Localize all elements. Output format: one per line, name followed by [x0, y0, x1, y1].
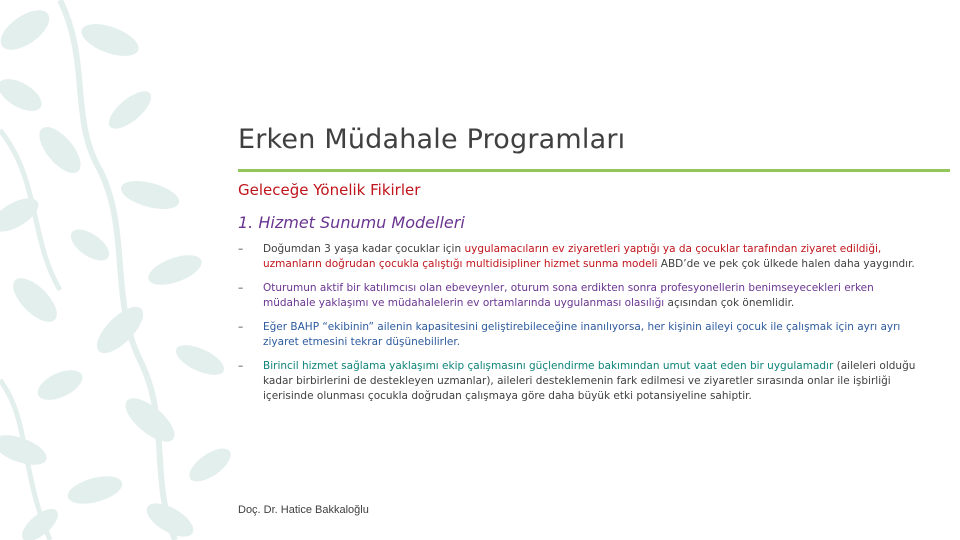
bullet-highlight: Oturumun aktif bir katılımcısı olan ebeveynler, oturum sona erdikten sonra profesyonellerin benimseyecekleri erken müdahale yaklaşımı ve müdahalelerin ev ortamlarında uygulanması olasılığı: [263, 282, 874, 309]
bullet-text: açısından çok önemlidir.: [664, 297, 795, 309]
bullet-text: ABD’de ve pek çok ülkede halen daha yaygındır.: [657, 258, 915, 270]
bullet-item: [238, 359, 918, 404]
bullet-marker: –: [238, 282, 244, 294]
bullet-item: [238, 242, 918, 272]
bullet-marker: –: [238, 243, 244, 255]
bullet-highlight: Eğer BAHP “ekibinin” ailenin kapasitesini geliştirebileceğine inanılıyorsa, her kişinin aileyi çocuk ile çalışmak için ayrı ayrı ziyaret etmesini tekrar düşünebilirler.: [263, 321, 901, 348]
slide-title: Erken Müdahale Programları: [238, 124, 626, 155]
bullet-item: [238, 320, 918, 350]
title-divider: [238, 169, 950, 172]
slide-footer-author: Doç. Dr. Hatice Bakkaloğlu: [238, 504, 369, 516]
bullet-highlight: Birincil hizmet sağlama yaklaşımı ekip çalışmasını güçlendirme bakımından umut vaat eden bir uygulamadır: [263, 360, 834, 372]
bullet-text: Doğumdan 3 yaşa kadar çocuklar için: [263, 243, 465, 255]
bullet-marker: –: [238, 321, 244, 333]
bullet-marker: –: [238, 360, 244, 372]
leaf-vine-decoration: [0, 0, 260, 540]
section-heading: 1. Hizmet Sunumu Modelleri: [238, 213, 465, 232]
slide-subtitle: Geleceğe Yönelik Fikirler: [238, 181, 421, 199]
bullet-text: (aileleri olduğu kadar birbirlerini de destekleyen uzmanlar), aileleri desteklemenin fark edilmesi ve ziyaretler sırasında onlar ile işbirliği içerisinde olunması çocukla doğrudan çalışmaya göre daha büyük etki potansiyeline sahiptir.: [263, 360, 916, 402]
bullet-list: [238, 242, 918, 404]
bullet-highlight: uygulamacıların ev ziyaretleri yaptığı ya da çocuklar tarafından ziyaret edildiği, uzmanların doğrudan çocukla çalıştığı multidisipliner hizmet sunma modeli: [263, 243, 882, 270]
bullet-item: [238, 281, 918, 311]
